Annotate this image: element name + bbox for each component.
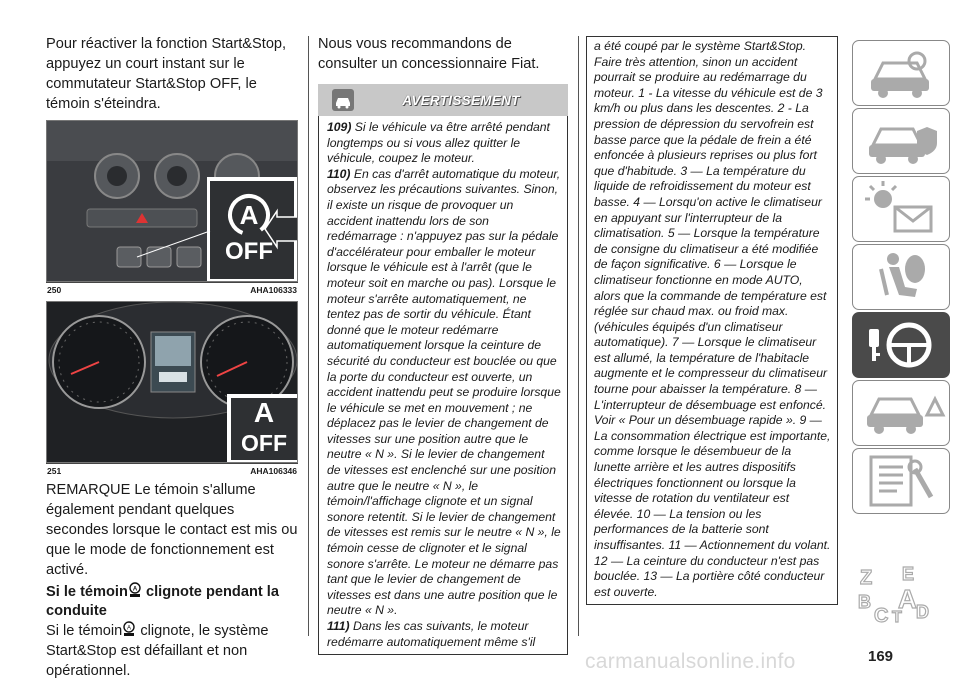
auto-stop-off-icon — [128, 582, 142, 598]
remarque-text: REMARQUE Le témoin s'allume également pendant quelques secondes lorsque le contact est mis ou que le mode de fonctionnement est activé. — [46, 482, 298, 578]
column-1 — [46, 0, 298, 681]
warning-box — [318, 116, 568, 655]
badge-off-text: OFF — [241, 430, 287, 456]
car-dashboard-icon — [853, 41, 949, 105]
item-number: 110) — [327, 166, 351, 181]
figure-number: 251 — [47, 466, 62, 476]
svg-text:B: B — [858, 592, 871, 612]
steering-wheel-key-icon — [853, 313, 949, 377]
tab-airbag[interactable] — [852, 244, 950, 310]
figure-code: AHA106333 — [250, 285, 297, 295]
svg-text:T: T — [892, 609, 902, 626]
svg-text:A: A — [132, 586, 138, 593]
tab-safety[interactable] — [852, 108, 950, 174]
badge-letter-a: A — [239, 200, 259, 230]
item-number: 109) — [327, 120, 352, 134]
warning-lights-icon — [853, 177, 949, 241]
failure-paragraph — [46, 621, 298, 681]
figure-code: AHA106346 — [250, 466, 297, 476]
tab-emergency[interactable] — [852, 380, 950, 446]
figure-251-instrument-cluster — [46, 301, 298, 463]
heading-part-a: Si le témoin — [46, 584, 128, 600]
warning-item-111 — [327, 619, 561, 650]
svg-text:Z: Z — [860, 567, 873, 589]
item-text: Dans les cas suivants, le moteur redémarre automatiquement même s'il — [327, 619, 536, 649]
warning-car-icon — [332, 89, 354, 111]
badge-off-text: OFF — [225, 238, 273, 265]
tab-starting-driving[interactable] — [852, 312, 950, 378]
figure-250-dashboard-switch — [46, 120, 298, 282]
page-number: 169 — [868, 648, 894, 665]
warning-title: AVERTISSEMENT — [402, 92, 520, 108]
index-letters-icon — [852, 558, 948, 630]
warning-item-109 — [327, 120, 561, 167]
heading-part-b: clignote pendant la conduite — [46, 584, 279, 619]
car-safety-icon — [853, 109, 949, 173]
column-divider — [308, 36, 309, 636]
svg-text:A: A — [127, 625, 132, 632]
airbag-seat-icon — [853, 245, 949, 309]
car-emergency-icon — [853, 381, 949, 445]
warning-box-continued — [586, 36, 838, 605]
item-text: Si le véhicule va être arrêté pendant longtemps ou si vous allez quitter le véhicule, coupez le moteur. — [327, 120, 550, 166]
svg-text:E: E — [902, 564, 915, 584]
column-2 — [318, 0, 568, 655]
tab-maintenance[interactable] — [852, 448, 950, 514]
para-part-a: Si le témoin — [46, 623, 123, 639]
figure-caption-250 — [46, 282, 298, 296]
item-number: 111) — [327, 619, 350, 633]
svg-text:D: D — [916, 602, 929, 622]
reactivation-text: Pour réactiver la fonction Start&Stop, appuyez un court instant sur le commutateur Start&Stop OFF, le témoin s'éteindra. — [46, 36, 287, 112]
para-part-b: clignote, le système Start&Stop est défaillant et non opérationnel. — [46, 623, 269, 679]
svg-text:A: A — [898, 584, 917, 614]
warning-continued-text: a été coupé par le système Start&Stop. Faire très attention, sinon un accident pourrait se produire au redémarrage du moteur. 1 - La vitesse du véhicule est de 3 km/h ou plus dans les descentes. 2 - La pression de dépression du servofrein est basse parce que la pédale de frein a été enfoncée à plusieurs reprises ou plus fort que d'habitude. 3 — La température du liquide de refroidissement du moteur est basse. 4 — Lorsqu'on active le climatiseur en appuyant sur l'interrupteur de la climatisation. 5 — Lorsque la température de consigne du climatiseur a été modifiée de façon significative. 6 — Lorsque le climatiseur fonctionne en mode AUTO, alors que la commande de température est réglée sur chaud max. ou froid max. (véhicules équipés d'un climatiseur automatique). 7 — Lorsque le climatiseur est allumé, la température de l'habitacle augmente et le compresseur du climatiseur tourne pour abaisser la température. 8 — L'interrupteur de désembuage est enfoncé. Voir « Pour un désembuage rapide ». 9 — La consommation électrique est importante, comme lorsque le désembueur de la lunette arrière et les autres dispositifs électriques fonctionnent ou lorsque la vitesse de rotation du ventilateur est élevée. 10 — La tension ou les performances de la batterie sont insuffisantes. 11 — Actionnement du volant. 12 — La ceinture du conducteur n'est pas bouclée. 13 — La portière côté conducteur est ouverte. — [594, 39, 831, 599]
tab-warning-lights[interactable] — [852, 176, 950, 242]
watermark: carmanualsonline.info — [585, 650, 796, 673]
section-heading — [46, 582, 298, 621]
consult-dealer-text: Nous vous recommandons de consulter un concessionnaire Fiat. — [318, 36, 540, 72]
figure-number: 250 — [47, 285, 62, 295]
badge-letter-a: A — [253, 397, 275, 428]
maintenance-list-icon — [853, 449, 949, 513]
svg-text:C: C — [874, 605, 889, 627]
warning-item-110 — [327, 167, 561, 619]
auto-stop-off-icon — [122, 621, 136, 637]
figure-caption-251 — [46, 463, 298, 477]
column-divider — [578, 36, 579, 636]
tab-dashboard[interactable] — [852, 40, 950, 106]
tab-index[interactable] — [852, 558, 948, 627]
warning-header — [318, 84, 568, 116]
column-3 — [586, 0, 838, 605]
item-text: En cas d'arrêt automatique du moteur, observez les précautions suivantes. Sinon, il existe un risque de provoquer un accident inattendu lors de son redémarrage : n'appuyez pas sur la pédale d'accélérateur pour emballer le moteur lorsque le véhicule est à l'arrêt (que le moteur soit en marche ou pas). Lorsque le moteur s'arrête automatiquement, ne tentez pas de sortir du véhicule. Étant donné que le moteur redémarre automatiquement lorsque la ceinture de sécurité du conducteur est bouclée ou que la porte du conducteur est ouverte, un accident inattendu peut se produire lorsque le véhicule se met en mouvement ; ne déplacez pas le levier de changement de vitesses sur une position autre que le neutre « N ». Si le levier de changement de vitesses est enclenché sur une position autre que le neutre « N », le témoin/l'affichage clignote et un signal sonore retentit. Si le levier de changement de vitesses est remis sur le neutre « N », le témoin cesse de clignoter et le signal sonore s'arrête. Le moteur ne démarre pas tant que le levier de changement de vitesses est dans une autre position que le neutre « N ». — [327, 166, 561, 618]
